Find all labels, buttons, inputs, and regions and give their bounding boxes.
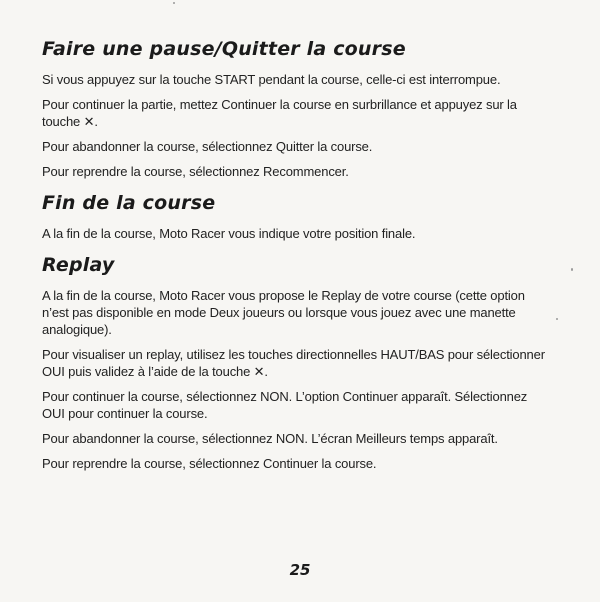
section-title: Fin de la course [42,192,216,214]
section-replay [42,252,562,472]
paragraph: Pour visualiser un replay, utilisez les touches directionnelles HAUT/BAS pour sélectionner OUI puis validez à l’aide de la touche ✕. [42,347,545,379]
section-pause-quit [42,36,562,180]
section-title: Replay [42,254,115,276]
paragraph: A la fin de la course, Moto Racer vous indique votre position finale. [42,226,416,241]
paragraph: Pour continuer la partie, mettez Continuer la course en surbrillance et appuyez sur la touche ✕. [42,97,517,129]
paper-speck [556,318,558,320]
section-title: Faire une pause/Quitter la course [42,38,406,60]
section-end-of-race [42,190,562,242]
page-content [42,36,562,482]
paragraph: Pour abandonner la course, sélectionnez NON. L’écran Meilleurs temps apparaît. [42,431,498,446]
paragraph: Pour continuer la course, sélectionnez NON. L’option Continuer apparaît. Sélectionnez OUI pour continuer la course. [42,389,528,421]
paragraph: Pour reprendre la course, sélectionnez Recommencer. [42,164,349,179]
paper-speck [571,268,573,271]
paper-speck [173,2,175,4]
page-number: 25 [289,561,311,579]
paragraph: Pour abandonner la course, sélectionnez Quitter la course. [42,139,373,154]
paragraph: A la fin de la course, Moto Racer vous propose le Replay de votre course (cette option n’est pas disponible en mode Deux joueurs ou lorsque vous jouez avec une manette analogique). [42,288,525,337]
paragraph: Si vous appuyez sur la touche START pendant la course, celle-ci est interrompue. [42,72,501,87]
paragraph: Pour reprendre la course, sélectionnez Continuer la course. [42,456,377,471]
